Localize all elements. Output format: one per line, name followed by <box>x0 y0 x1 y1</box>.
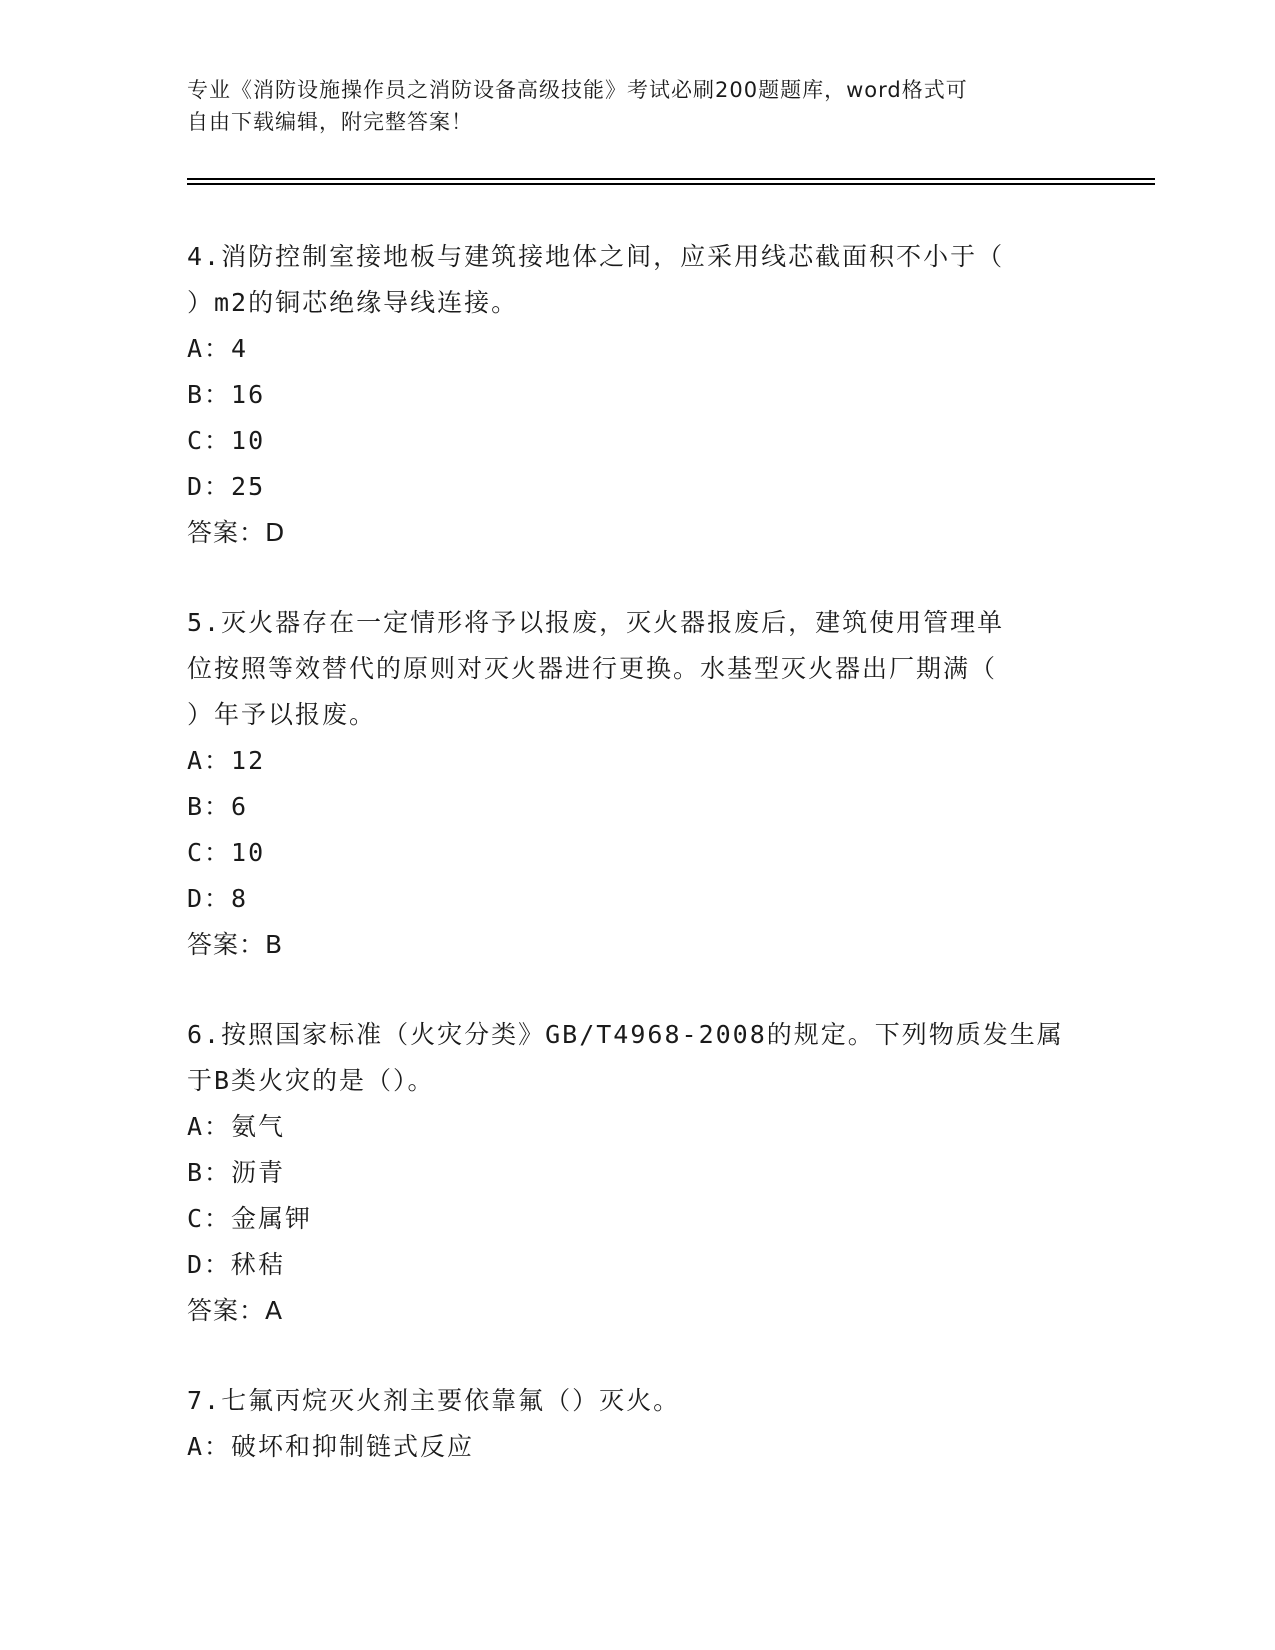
question-text-line: 位按照等效替代的原则对灭火器进行更换。水基型灭火器出厂期满（ <box>187 654 998 683</box>
option-a: A：12 <box>187 746 266 775</box>
question-4 <box>187 234 1087 556</box>
option-a: A：破坏和抑制链式反应 <box>187 1432 475 1461</box>
option-d: D：25 <box>187 472 266 501</box>
option-c: C：10 <box>187 838 266 867</box>
question-text-line: 7.七氟丙烷灭火剂主要依靠氟（）灭火。 <box>187 1386 681 1415</box>
question-list <box>187 234 1087 1470</box>
question-text-line: 4.消防控制室接地板与建筑接地体之间，应采用线芯截面积不小于（ <box>187 242 1005 271</box>
header-divider-top <box>187 178 1155 180</box>
answer-line: 答案：B <box>187 930 284 959</box>
header-line-2: 自由下载编辑，附完整答案！ <box>187 110 473 134</box>
option-b: B：16 <box>187 380 266 409</box>
question-text-line: 于B类火灾的是（）。 <box>187 1066 435 1095</box>
option-b: B：沥青 <box>187 1158 286 1187</box>
option-a: A：氨气 <box>187 1112 286 1141</box>
question-text-line: ）m2的铜芯绝缘导线连接。 <box>187 288 519 317</box>
document-header <box>187 74 1077 138</box>
option-a: A：4 <box>187 334 249 363</box>
option-b: B：6 <box>187 792 249 821</box>
header-line-1: 专业《消防设施操作员之消防设备高级技能》考试必刷200题题库，word格式可 <box>187 78 968 102</box>
question-6 <box>187 1012 1087 1334</box>
option-d: D：8 <box>187 884 249 913</box>
option-c: C：金属钾 <box>187 1204 313 1233</box>
header-divider-bottom <box>187 183 1155 185</box>
question-7 <box>187 1378 1087 1470</box>
answer-line: 答案：A <box>187 1296 284 1325</box>
question-text-line: 6.按照国家标准（火灾分类》GB/T4968-2008的规定。下列物质发生属 <box>187 1020 1064 1049</box>
option-c: C：10 <box>187 426 266 455</box>
question-text-line: ）年予以报废。 <box>187 700 377 729</box>
answer-line: 答案：D <box>187 518 286 547</box>
option-d: D：秫秸 <box>187 1250 286 1279</box>
question-5 <box>187 600 1087 968</box>
question-text-line: 5.灭火器存在一定情形将予以报废，灭火器报废后，建筑使用管理单 <box>187 608 1005 637</box>
